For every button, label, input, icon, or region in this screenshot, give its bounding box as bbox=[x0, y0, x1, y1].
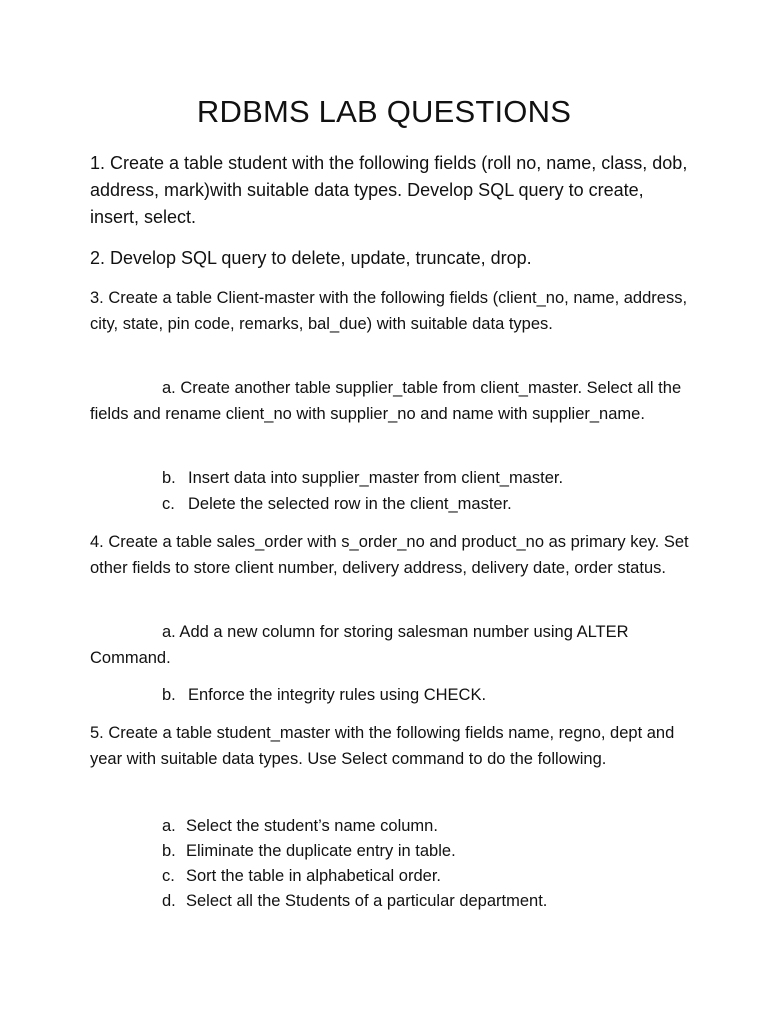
question-4a: a. Add a new column for storing salesman number using ALTER Command. bbox=[90, 623, 629, 667]
list-marker: b. bbox=[162, 686, 176, 704]
list-marker: c. bbox=[162, 495, 175, 513]
page-title: RDBMS LAB QUESTIONS bbox=[196, 94, 572, 129]
question-3c bbox=[162, 491, 702, 517]
question-5d bbox=[162, 888, 702, 914]
list-item-text: Eliminate the duplicate entry in table. bbox=[186, 842, 456, 860]
question-3b bbox=[162, 465, 702, 491]
list-marker: b. bbox=[162, 469, 176, 487]
list-item-text: Select the student’s name column. bbox=[186, 817, 438, 835]
question-2: 2. Develop SQL query to delete, update, truncate, drop. bbox=[90, 248, 532, 268]
list-item-text: Sort the table in alphabetical order. bbox=[186, 867, 442, 885]
list-marker: b. bbox=[162, 842, 176, 860]
question-3a: a. Create another table supplier_table from client_master. Select all the fields and rename client_no with supplier_no and name with supplier_name. bbox=[90, 379, 682, 423]
list-item-text: Select all the Students of a particular department. bbox=[186, 892, 548, 910]
list-item-text: Insert data into supplier_master from client_master. bbox=[188, 469, 564, 487]
question-5c bbox=[162, 863, 702, 889]
question-4: 4. Create a table sales_order with s_order_no and product_no as primary key. Set other fields to store client number, delivery address, delivery date, order status. bbox=[90, 533, 689, 577]
question-5: 5. Create a table student_master with the following fields name, regno, dept and year with suitable data types. Use Select command to do the following. bbox=[90, 724, 675, 768]
list-item-text: Enforce the integrity rules using CHECK. bbox=[188, 686, 487, 704]
list-marker: a. bbox=[162, 817, 176, 835]
question-5b bbox=[162, 838, 702, 864]
question-4b bbox=[162, 682, 702, 708]
question-5a bbox=[162, 813, 702, 839]
list-marker: d. bbox=[162, 892, 176, 910]
list-marker: c. bbox=[162, 867, 175, 885]
list-item-text: Delete the selected row in the client_master. bbox=[188, 495, 512, 513]
question-3: 3. Create a table Client-master with the following fields (client_no, name, address, city, state, pin code, remarks, bal_due) with suitable data types. bbox=[90, 289, 688, 333]
question-1: 1. Create a table student with the following fields (roll no, name, class, dob, address, mark)with suitable data types. Develop SQL query to create, insert, select. bbox=[90, 153, 688, 227]
